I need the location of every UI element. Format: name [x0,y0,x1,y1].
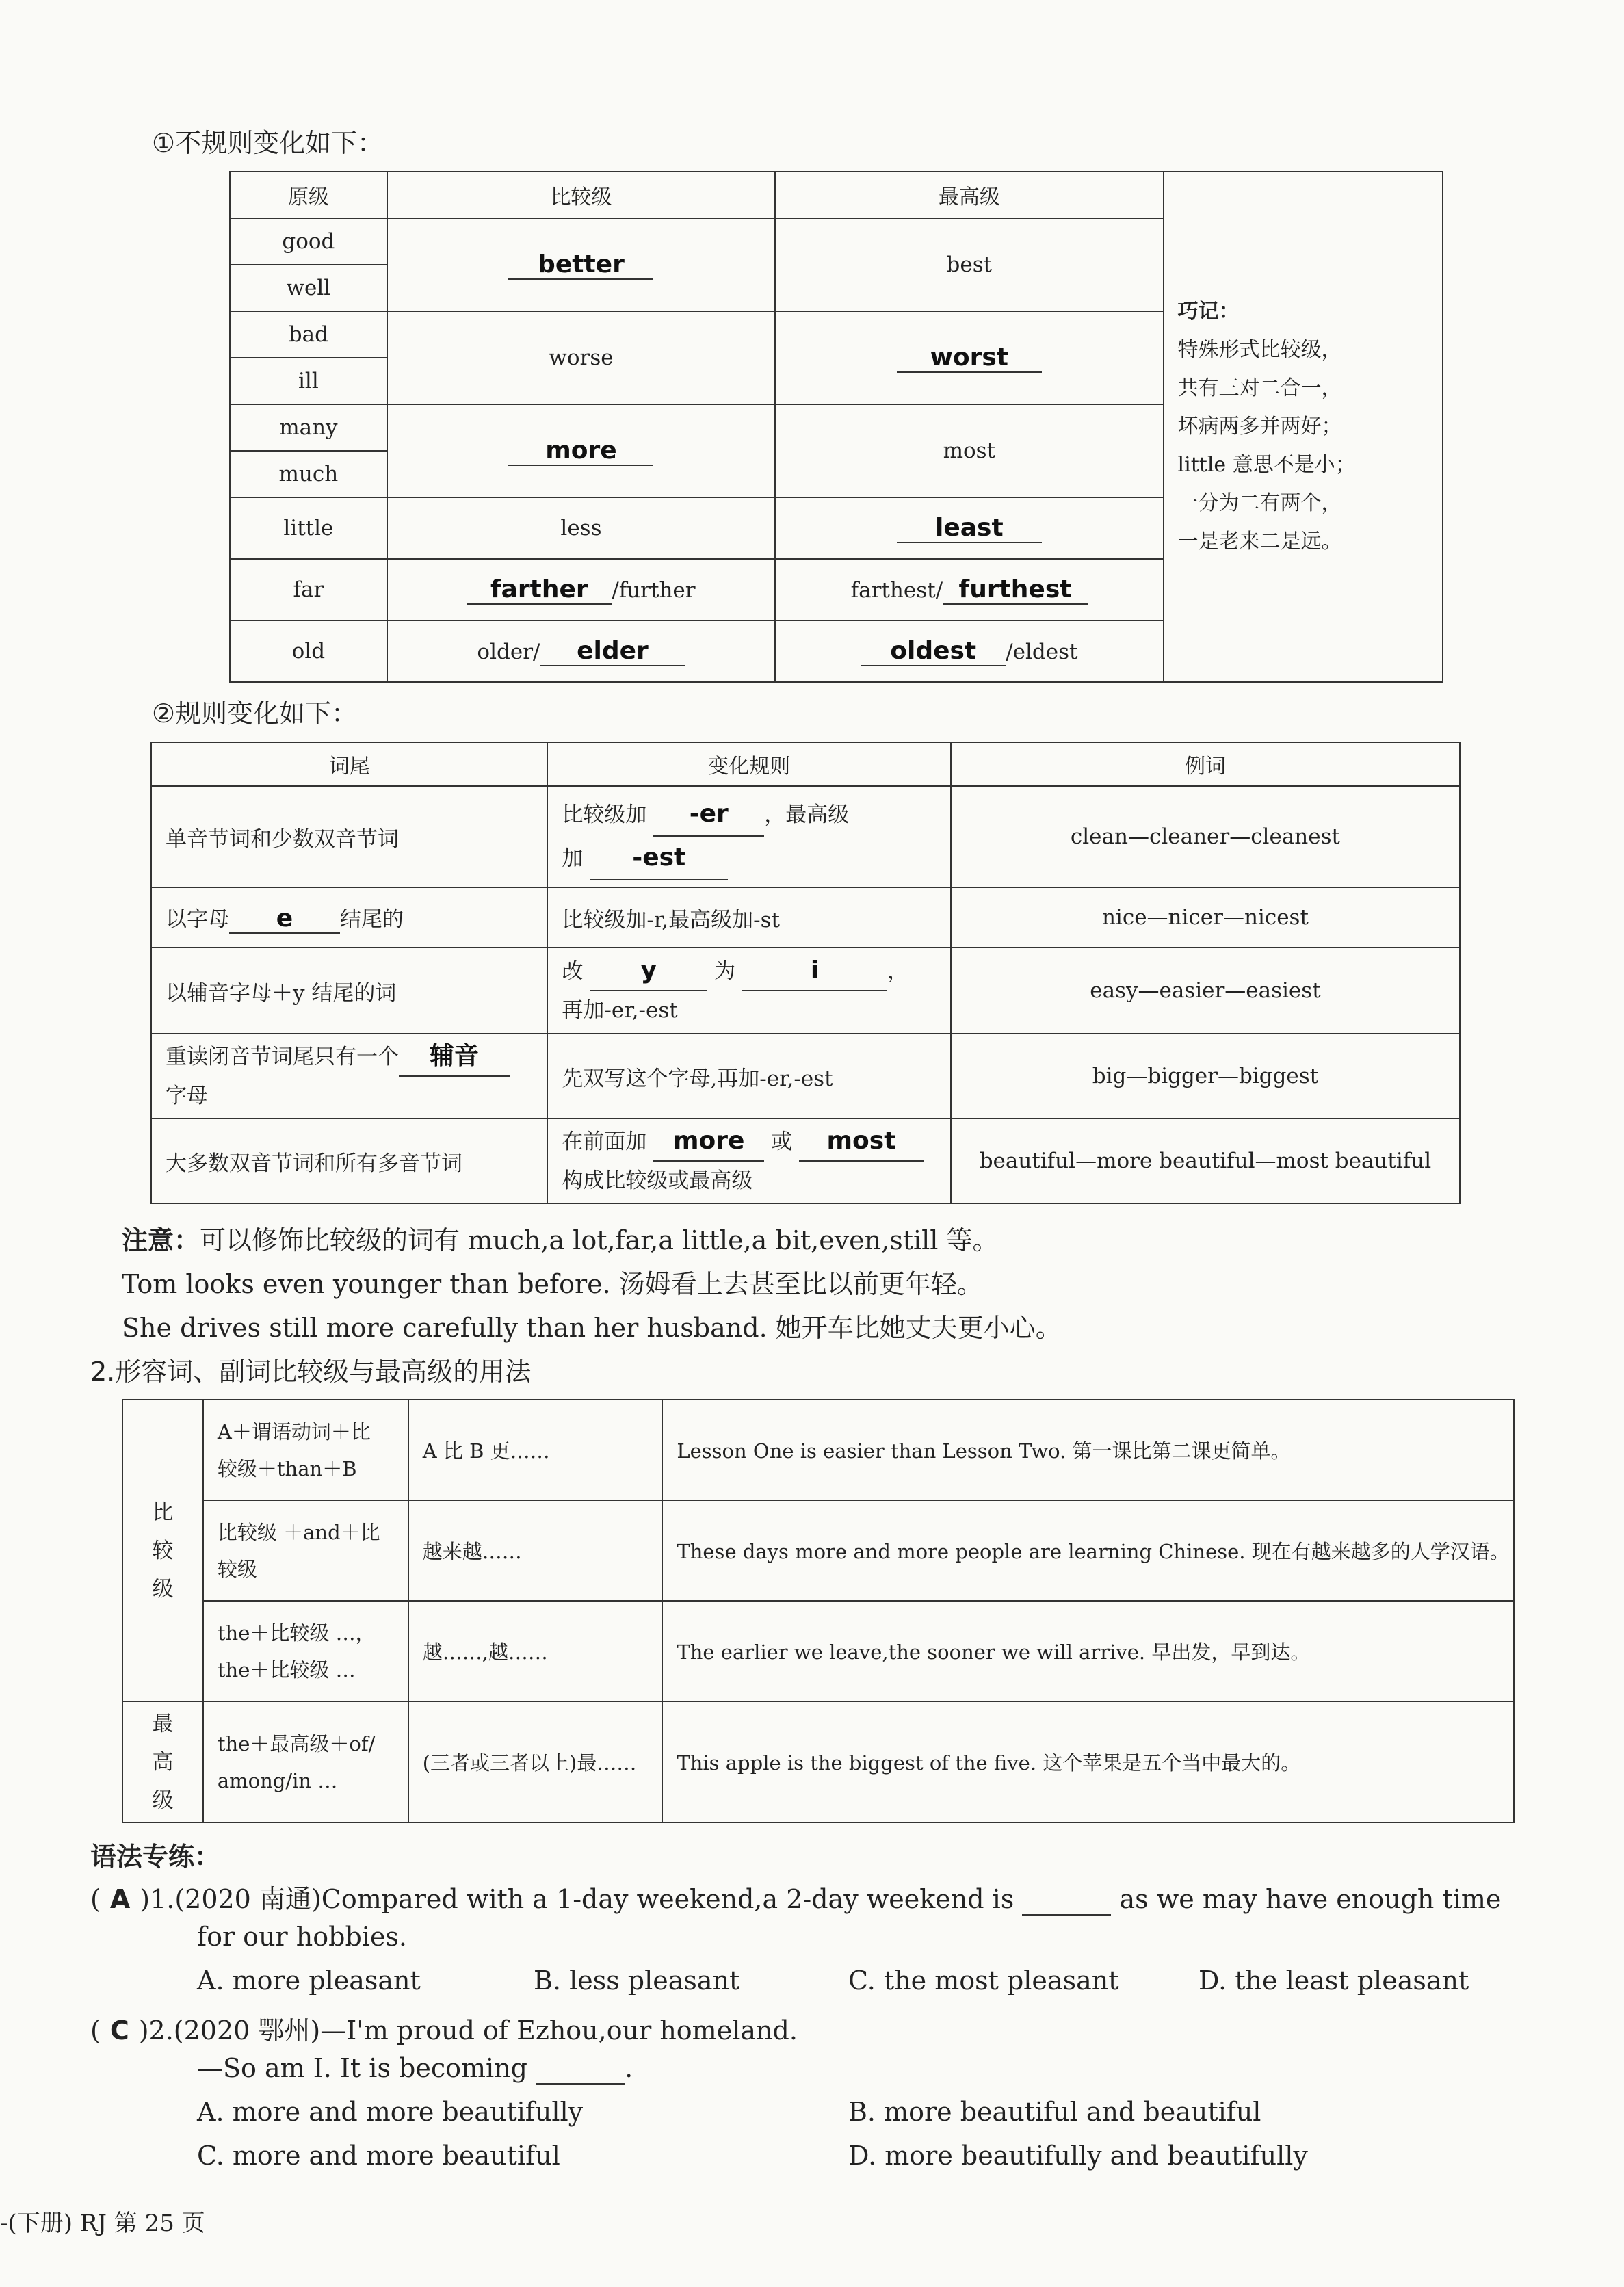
question-text: —So am I. It is becoming . [197,2053,633,2083]
note-line [122,1219,999,1257]
pattern-line: 比较级 ＋and＋比 [217,1520,380,1544]
comparative-word: worse [387,311,775,404]
positive-word: good [230,218,387,265]
answer-i: i [742,952,887,991]
pattern-line: among/in … [217,1768,338,1792]
group-label-char: 级 [152,1788,174,1813]
positive-word: ill [230,358,387,404]
group-label-char: 比 [152,1500,174,1525]
tip-line: 一是老来二是远。 [1177,530,1342,553]
option: A. more and more beautifully [197,2097,584,2127]
example-cell: nice—nicer—nicest [951,887,1460,948]
answer-farther: farther [467,575,612,605]
question-2: ( C )2.(2020 鄂州)—I'm proud of Ezhou,our homeland. [90,2015,798,2046]
answer-least: least [897,514,1042,543]
meaning-cell: 越来越…… [408,1500,663,1601]
positive-word: old [230,620,387,682]
example-cell: easy—easier—easiest [951,948,1460,1034]
tip-line: 特殊形式比较级， [1177,338,1342,362]
example-cell: The earlier we leave,the sooner we will arrive. 早出发，早到达。 [662,1601,1514,1701]
rule-cell: 比较级加-r,最高级加-st [547,887,950,948]
positive-word: bad [230,311,387,358]
regular-table [150,742,1461,1204]
header-example: 例词 [951,742,1460,786]
header-positive: 原级 [230,172,387,218]
example-cell: beautiful—more beautiful—most beautiful [951,1119,1460,1203]
pattern-line: the＋最高级＋of/ [217,1731,376,1755]
blank [1022,1884,1111,1916]
group-label-char: 较 [152,1538,174,1563]
tip-title: 巧记： [1177,300,1240,324]
positive-word: many [230,404,387,451]
ending-text: 重读闭音节词尾只有一个 [166,1045,399,1069]
superlative-word: best [775,218,1163,311]
rule-text: 或 [771,1129,793,1154]
rule-text: 为 [714,959,736,984]
example-cell: This apple is the biggest of the five. 这个苹果是五个当中最大的。 [662,1701,1514,1822]
pattern-line: A＋谓语动词＋比 [217,1420,371,1443]
question-text: )1.(2020 南通)Compared with a 1-day weekend,a 2-day weekend is [140,1884,1014,1914]
note-example: She drives still more carefully than her husband. 她开车比她丈夫更小心。 [122,1313,1062,1343]
answer-e: e [229,904,340,934]
positive-word: little [230,497,387,559]
note-text: 可以修饰比较级的词有 much,a lot,far,a little,a bit,even,still 等。 [200,1225,999,1255]
answer-elder: elder [540,637,685,666]
superlative-word: most [775,404,1163,497]
tip-line: 一分为二有两个， [1177,491,1342,515]
answer-more: more [653,1122,764,1162]
example-cell: Lesson One is easier than Lesson Two. 第一课比第二课更简单。 [662,1400,1514,1500]
rule-text: 再加-er,-est [562,998,678,1023]
tip-line: little 意思不是小； [1177,453,1356,477]
section2-heading: ②规则变化如下： [152,698,358,729]
answer-better: better [508,250,653,280]
rule-text: 在前面加 [562,1129,647,1154]
answer-worst: worst [897,343,1042,373]
positive-word: far [230,559,387,620]
rule-text: 构成比较级或最高级 [562,1168,753,1193]
question-1: ( A )1.(2020 南通)Compared with a 1-day weekend,a 2-day weekend is as we may have enough time [90,1884,1502,1914]
meaning-cell: 越……,越…… [408,1601,663,1701]
answer-oldest: oldest [861,637,1006,666]
irregular-table [229,171,1443,683]
ending-text: 以字母 [166,906,229,932]
rule-cell: 先双写这个字母,再加-er,-est [547,1034,950,1119]
question-text: )2.(2020 鄂州)—I'm proud of Ezhou,our homeland. [138,2015,798,2046]
option: B. less pleasant [534,1965,740,1996]
ending-cell: 大多数双音节词和所有多音节词 [151,1119,547,1203]
page-footer: -(下册) RJ 第 25 页 [0,2210,205,2237]
note-example: Tom looks even younger than before. 汤姆看上去甚至比以前更年轻。 [122,1269,983,1299]
header-comparative: 比较级 [387,172,775,218]
answer-furthest: furthest [943,575,1088,605]
rule-text: ，最高级 [764,802,850,827]
blank [536,2053,625,2085]
group-label-char: 级 [152,1576,174,1602]
question-text: as we may have enough time [1119,1884,1502,1914]
answer-est: -est [590,837,728,880]
option: C. the most pleasant [848,1965,1119,1996]
tip-line: 坏病两多并两好； [1177,415,1342,439]
answer-y: y [590,952,707,991]
rule-text: 改 [562,959,584,984]
option: A. more pleasant [197,1965,421,1996]
rule-text: ， [887,959,908,984]
pattern-line: 较级 [217,1557,257,1581]
question-text: for our hobbies. [197,1922,408,1952]
answer-consonant: 辅音 [399,1037,510,1077]
example-cell: These days more and more people are learning Chinese. 现在有越来越多的人学汉语。 [662,1500,1514,1601]
header-rule: 变化规则 [547,742,950,786]
example-cell: clean—cleaner—cleanest [951,786,1460,887]
rule-text: 加 [562,846,584,871]
section3-heading: 2.形容词、副词比较级与最高级的用法 [90,1357,532,1387]
section1-heading: ①不规则变化如下： [152,128,384,158]
group-superlative [122,1701,203,1822]
answer-q1: A [109,1884,131,1914]
question-text: —So am I. It is becoming [197,2053,527,2083]
header-superlative: 最高级 [775,172,1163,218]
answer-more: more [508,436,653,466]
group-label-char: 最 [152,1711,174,1736]
pattern-line: 较级＋than＋B [217,1456,357,1480]
superlative-suffix: /eldest [1006,639,1078,664]
note-label: 注意： [122,1225,200,1255]
group-comparative [122,1400,203,1701]
comparative-suffix: /further [612,577,696,603]
ending-cell: 单音节词和少数双音节词 [151,786,547,887]
superlative-prefix: farthest/ [850,577,943,603]
comparative-prefix: older/ [477,639,540,664]
memory-tip [1164,172,1443,682]
header-ending: 词尾 [151,742,547,786]
practice-heading: 语法专练： [90,1842,221,1872]
ending-cell: 以辅音字母＋y 结尾的词 [151,948,547,1034]
option: D. the least pleasant [1199,1965,1469,1996]
tip-line: 共有三对二合一， [1177,376,1342,400]
positive-word: much [230,451,387,497]
answer-q2: C [109,2015,129,2046]
answer-most: most [799,1122,924,1162]
option: B. more beautiful and beautiful [848,2097,1261,2127]
group-label-char: 高 [152,1749,174,1775]
usage-table [122,1399,1515,1823]
example-cell: big—bigger—biggest [951,1034,1460,1119]
meaning-cell: (三者或三者以上)最…… [408,1701,663,1822]
option: C. more and more beautiful [197,2141,560,2171]
answer-er: -er [653,793,764,837]
ending-text: 结尾的 [340,906,404,932]
option: D. more beautifully and beautifully [848,2141,1308,2171]
comparative-word: less [387,497,775,559]
meaning-cell: A 比 B 更…… [408,1400,663,1500]
rule-text: 比较级加 [562,802,647,827]
ending-text: 字母 [166,1084,208,1108]
positive-word: well [230,265,387,311]
pattern-line: the＋比较级 …， [217,1621,376,1645]
pattern-line: the＋比较级 … [217,1658,356,1682]
